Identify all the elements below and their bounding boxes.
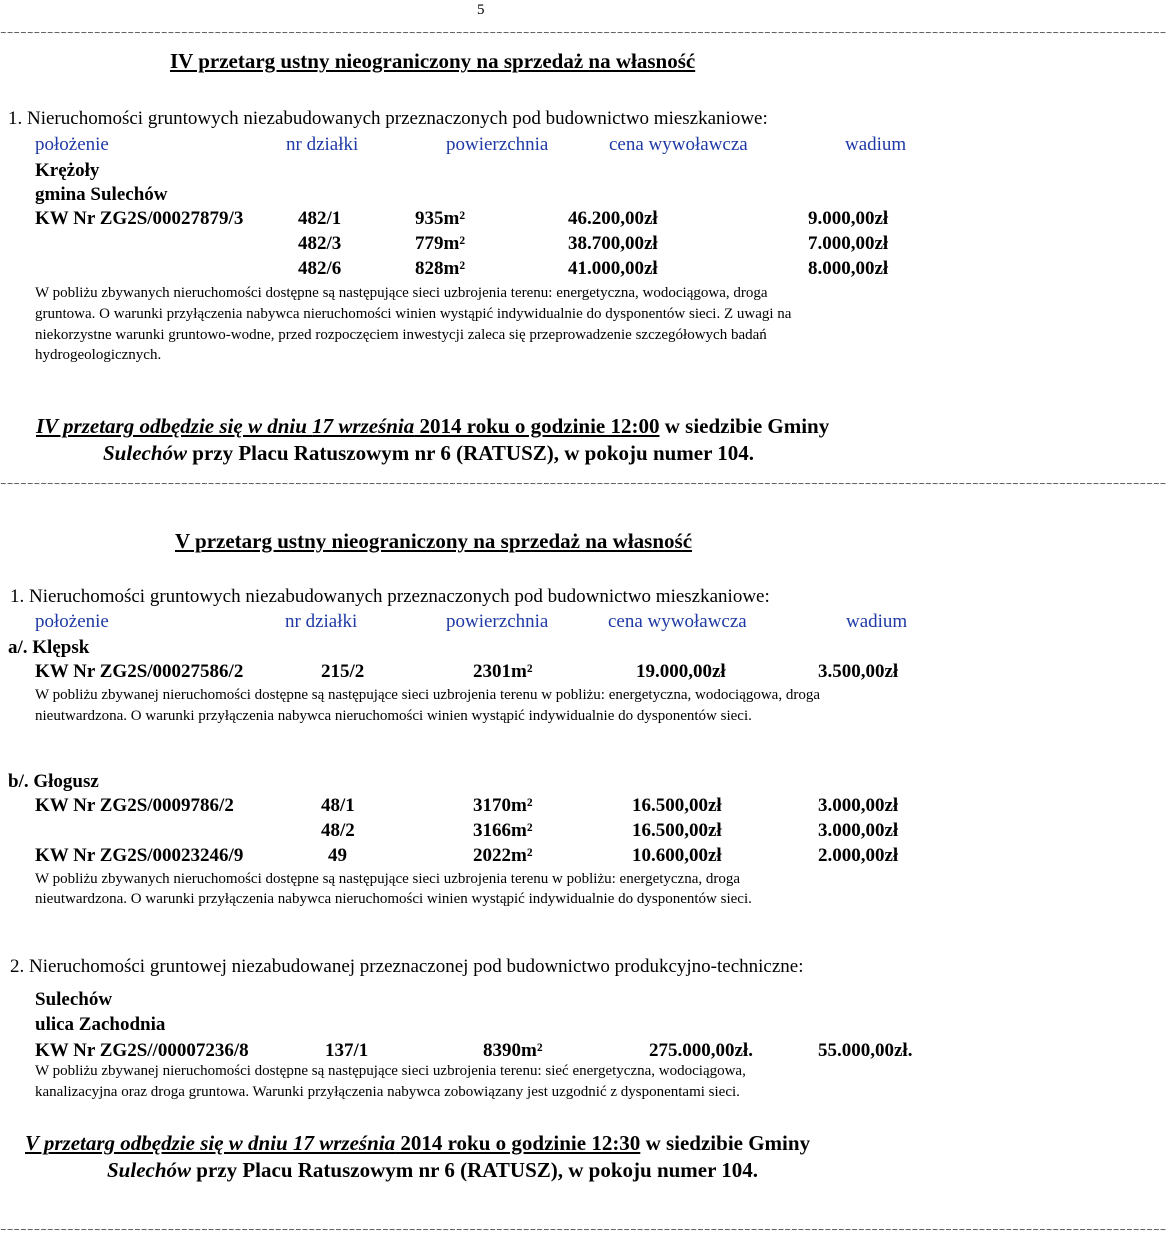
land-register-number: KW Nr ZG2S/00027586/2 bbox=[35, 661, 244, 682]
plot-area: 935m² bbox=[415, 208, 466, 229]
land-register-number: KW Nr ZG2S/00023246/9 bbox=[35, 845, 244, 866]
plot-area: 2022m² bbox=[473, 845, 533, 866]
deposit: 2.000,00zł bbox=[818, 845, 899, 866]
column-location: położenie bbox=[35, 134, 109, 155]
location-street: ulica Zachodnia bbox=[35, 1014, 166, 1035]
deposit: 55.000,00zł. bbox=[818, 1040, 913, 1061]
plot-number: 482/3 bbox=[298, 233, 342, 254]
column-starting-price: cena wywoławcza bbox=[609, 134, 748, 155]
utilities-note-line: gruntowa. O warunki przyłączenia nabywca nieruchomości winien wystąpić indywidualnie do dysponentów sieci. Z uwagi na bbox=[35, 306, 792, 322]
location-name: Sulechów bbox=[35, 989, 113, 1010]
section-5-heading: 1. Nieruchomości gruntowych niezabudowanych przeznaczonych pod budownictwo mieszkaniowe: bbox=[10, 586, 770, 607]
plot-area: 3166m² bbox=[473, 820, 533, 841]
section-5-title: V przetarg ustny nieograniczony na sprzedaż na własność bbox=[175, 529, 693, 553]
column-starting-price: cena wywoławcza bbox=[608, 611, 747, 632]
starting-price: 10.600,00zł bbox=[632, 845, 722, 866]
plot-number: 49 bbox=[328, 845, 347, 866]
starting-price: 16.500,00zł bbox=[632, 820, 722, 841]
location-a-label: a/. Klępsk bbox=[8, 637, 90, 658]
deposit: 3.000,00zł bbox=[818, 795, 899, 816]
plot-area: 779m² bbox=[415, 233, 466, 254]
deposit: 3.000,00zł bbox=[818, 820, 899, 841]
starting-price: 38.700,00zł bbox=[568, 233, 658, 254]
decorative-border-top: ~~~~~~~~~~~~~~~~~~~~~~~~~~~~~~~~~~~~~~~~~~~~~~~~~~~~~~~~~~~~~~~~~~~~~~~~~~~~~~~~~~~~~~~~~~~~~~~~~~~~~~~~~~~~~~~~~~~~~~~~~~~~~~~~~~~~~~~~~~~~~~~~~~~~~~~~~~~~~~~~~~~~~~~~~~~~~~ bbox=[0, 28, 1166, 37]
column-area: powierzchnia bbox=[446, 611, 549, 632]
plot-number: 48/2 bbox=[321, 820, 355, 841]
decorative-border-middle: ~~~~~~~~~~~~~~~~~~~~~~~~~~~~~~~~~~~~~~~~~~~~~~~~~~~~~~~~~~~~~~~~~~~~~~~~~~~~~~~~~~~~~~~~~~~~~~~~~~~~~~~~~~~~~~~~~~~~~~~~~~~~~~~~~~~~~~~~~~~~~~~~~~~~~~~~~~~~~~~~~~~~~~~~~~~~~~ bbox=[0, 479, 1166, 488]
plot-area: 828m² bbox=[415, 258, 466, 279]
section-4-heading: 1. Nieruchomości gruntowych niezabudowanych przeznaczonych pod budownictwo mieszkaniowe: bbox=[8, 108, 768, 129]
utilities-note-line: W pobliżu zbywanej nieruchomości dostępne są następujące sieci uzbrojenia terenu w pobliżu: energetyczna, wodociągowa, droga bbox=[35, 687, 820, 703]
starting-price: 275.000,00zł. bbox=[649, 1040, 753, 1061]
notice-venue: w siedzibie Gminy bbox=[640, 1131, 811, 1155]
column-deposit: wadium bbox=[845, 134, 907, 155]
location-name: Krężoły bbox=[35, 160, 100, 181]
deposit: 7.000,00zł bbox=[808, 233, 889, 254]
utilities-note-line: hydrogeologicznych. bbox=[35, 347, 162, 363]
starting-price: 19.000,00zł bbox=[636, 661, 726, 682]
column-plot-number: nr działki bbox=[285, 611, 358, 632]
deposit: 8.000,00zł bbox=[808, 258, 889, 279]
auction-notice-line1 bbox=[36, 414, 829, 439]
land-register-number: KW Nr ZG2S/0009786/2 bbox=[35, 795, 234, 816]
plot-number: 215/2 bbox=[321, 661, 365, 682]
location-commune: gmina Sulechów bbox=[35, 184, 168, 205]
starting-price: 46.200,00zł bbox=[568, 208, 658, 229]
notice-venue: w siedzibie Gminy bbox=[659, 414, 830, 438]
utilities-note-line: niekorzystne warunki gruntowo-wodne, przed rozpoczęciem inwestycji zaleca się przeprowadzenie szczegółowych badań bbox=[35, 327, 767, 343]
utilities-note-line: kanalizacyjna oraz droga gruntowa. Warunki przyłączenia nabywca zobowiązany jest uzgodnić z dysponentami sieci. bbox=[35, 1084, 740, 1100]
starting-price: 16.500,00zł bbox=[632, 795, 722, 816]
decorative-border-bottom: ~~~~~~~~~~~~~~~~~~~~~~~~~~~~~~~~~~~~~~~~~~~~~~~~~~~~~~~~~~~~~~~~~~~~~~~~~~~~~~~~~~~~~~~~~~~~~~~~~~~~~~~~~~~~~~~~~~~~~~~~~~~~~~~~~~~~~~~~~~~~~~~~~~~~~~~~~~~~~~~~~~~~~~~~~~~~~~ bbox=[0, 1225, 1166, 1234]
plot-area: 3170m² bbox=[473, 795, 533, 816]
column-plot-number: nr działki bbox=[286, 134, 359, 155]
deposit: 3.500,00zł bbox=[818, 661, 899, 682]
plot-number: 482/6 bbox=[298, 258, 342, 279]
utilities-note-line: W pobliżu zbywanych nieruchomości dostępne są następujące sieci uzbrojenia terenu w pobliżu: energetyczna, droga bbox=[35, 871, 741, 887]
plot-area: 2301m² bbox=[473, 661, 533, 682]
notice-intro: V przetarg odbędzie się w dniu 17 września 2014 roku o godzinie 12:30 bbox=[25, 1131, 641, 1155]
plot-number: 482/1 bbox=[298, 208, 342, 229]
starting-price: 41.000,00zł bbox=[568, 258, 658, 279]
auction-notice-line2: Sulechów przy Placu Ratuszowym nr 6 (RATUSZ), w pokoju numer 104. bbox=[107, 1158, 759, 1182]
column-area: powierzchnia bbox=[446, 134, 549, 155]
auction-notice-line2: Sulechów przy Placu Ratuszowym nr 6 (RATUSZ), w pokoju numer 104. bbox=[103, 441, 755, 465]
land-register-number: KW Nr ZG2S/00027879/3 bbox=[35, 208, 244, 229]
deposit: 9.000,00zł bbox=[808, 208, 889, 229]
land-register-number: KW Nr ZG2S//00007236/8 bbox=[35, 1040, 249, 1061]
notice-intro: IV przetarg odbędzie się w dniu 17 września 2014 roku o godzinie 12:00 bbox=[36, 414, 660, 438]
plot-number: 137/1 bbox=[325, 1040, 369, 1061]
auction-notice-line1 bbox=[25, 1131, 810, 1156]
utilities-note-line: nieutwardzona. O warunki przyłączenia nabywca nieruchomości winien wystąpić indywidualnie do dysponentów sieci. bbox=[35, 708, 752, 724]
section-4-title: IV przetarg ustny nieograniczony na sprzedaż na własność bbox=[170, 49, 696, 73]
column-deposit: wadium bbox=[846, 611, 908, 632]
plot-number: 48/1 bbox=[321, 795, 355, 816]
utilities-note-line: nieutwardzona. O warunki przyłączenia nabywca nieruchomości winien wystąpić indywidualnie do dysponentów sieci. bbox=[35, 891, 752, 907]
utilities-note-line: W pobliżu zbywanej nieruchomości dostępne są następujące sieci uzbrojenia terenu: sieć energetyczna, wodociągowa, bbox=[35, 1063, 746, 1079]
plot-area: 8390m² bbox=[483, 1040, 543, 1061]
section-5-heading-2: 2. Nieruchomości gruntowej niezabudowanej przeznaczonej pod budownictwo produkcyjno-techniczne: bbox=[10, 956, 804, 977]
utilities-note-line: W pobliżu zbywanych nieruchomości dostępne są następujące sieci uzbrojenia terenu: energetyczna, wodociągowa, droga bbox=[35, 285, 768, 301]
location-b-label: b/. Głogusz bbox=[8, 771, 99, 792]
page-number: 5 bbox=[477, 2, 485, 18]
column-location: położenie bbox=[35, 611, 109, 632]
